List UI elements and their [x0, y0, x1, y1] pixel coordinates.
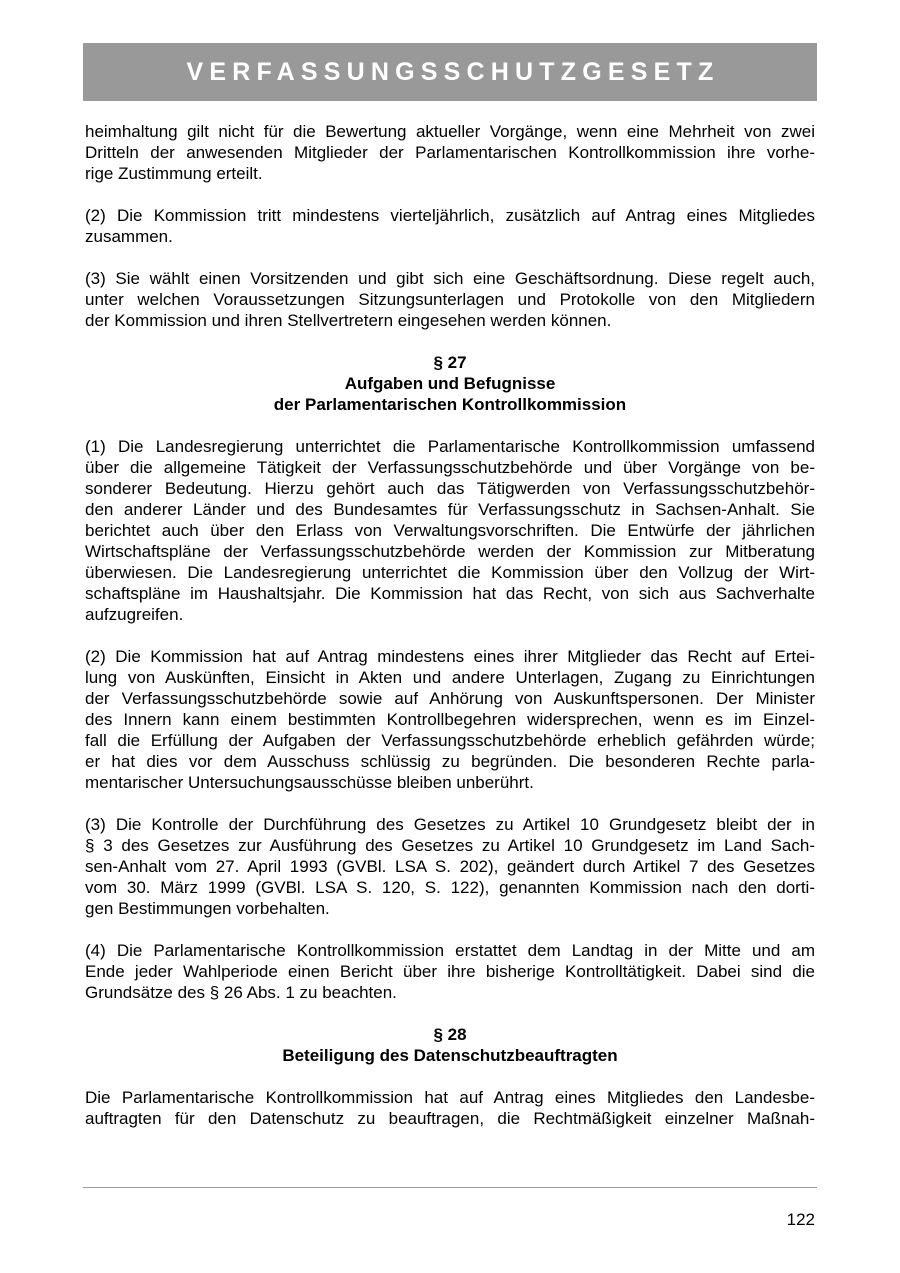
paragraph-line: den anderer Länder und des Bundesamtes für Verfassungsschutz in Sachsen-Anhalt. Sie	[85, 500, 815, 519]
footer-divider	[83, 1187, 817, 1188]
paragraph-line: Ende jeder Wahlperiode einen Bericht über ihre bisherige Kontrolltätigkeit. Dabei sind die	[85, 962, 815, 981]
paragraph-line: (3) Die Kontrolle der Durchführung des Gesetzes zu Artikel 10 Grundgesetz bleibt der in	[85, 815, 815, 834]
page-number: 122	[786, 1210, 815, 1229]
paragraph-line: heimhaltung gilt nicht für die Bewertung aktueller Vorgänge, wenn eine Mehrheit von zwei	[85, 122, 815, 141]
paragraph	[85, 121, 815, 184]
paragraph-line: unter welchen Voraussetzungen Sitzungsunterlagen und Protokolle von den Mitgliedern	[85, 290, 815, 309]
paragraph-line: aufzugreifen.	[85, 605, 184, 624]
paragraph	[85, 1087, 815, 1129]
paragraph-line: berichtet auch über den Erlass von Verwaltungsvorschriften. Die Entwürfe der jährlichen	[85, 521, 815, 540]
paragraph-line: der Kommission und ihren Stellvertretern eingesehen werden können.	[85, 311, 612, 330]
paragraph-line: (1) Die Landesregierung unterrichtet die Parlamentarische Kontrollkommission umfassend	[85, 437, 815, 456]
section-title-line: der Parlamentarischen Kontrollkommission	[273, 395, 627, 414]
document-body	[85, 121, 815, 1150]
section-title-line: Beteiligung des Datenschutzbeauftragten	[282, 1046, 618, 1065]
paragraph-line: (4) Die Parlamentarische Kontrollkommission erstattet dem Landtag in der Mitte und am	[85, 941, 815, 960]
header-bar	[83, 43, 817, 101]
paragraph	[85, 205, 815, 247]
paragraph	[85, 436, 815, 625]
paragraph-line: schaftspläne im Haushaltsjahr. Die Kommission hat das Recht, von sich aus Sachverhalte	[85, 584, 815, 603]
paragraph-line: rige Zustimmung erteilt.	[85, 164, 263, 183]
paragraph	[85, 646, 815, 793]
document-title: VERFASSUNGSSCHUTZGESETZ	[186, 57, 720, 86]
section-number: § 28	[433, 1025, 467, 1044]
paragraph-line: auftragten für den Datenschutz zu beauftragen, die Rechtmäßigkeit einzelner Maßnah-	[85, 1109, 815, 1128]
section-number: § 27	[433, 353, 467, 372]
paragraph-line: (2) Die Kommission tritt mindestens vierteljährlich, zusätzlich auf Antrag eines Mitgliedes	[85, 206, 815, 225]
paragraph-line: lung von Auskünften, Einsicht in Akten und andere Unterlagen, Zugang zu Einrichtungen	[85, 668, 815, 687]
paragraph-line: des Innern kann einem bestimmten Kontrollbegehren widersprechen, wenn es im Einzel-	[85, 710, 815, 729]
paragraph-line: § 3 des Gesetzes zur Ausführung des Gesetzes zu Artikel 10 Grundgesetz im Land Sach-	[85, 836, 815, 855]
section-title-line: Aufgaben und Befugnisse	[344, 374, 556, 393]
paragraph-line: vom 30. März 1999 (GVBl. LSA S. 120, S. 122), genannten Kommission nach den dorti-	[85, 878, 815, 897]
paragraph	[85, 814, 815, 919]
paragraph-line: über die allgemeine Tätigkeit der Verfassungsschutzbehörde und über Vorgänge von be-	[85, 458, 815, 477]
section-heading	[85, 352, 815, 415]
paragraph-line: überwiesen. Die Landesregierung unterrichtet die Kommission über den Vollzug der Wirt-	[85, 563, 815, 582]
paragraph-line: (2) Die Kommission hat auf Antrag mindestens eines ihrer Mitglieder das Recht auf Ertei-	[85, 647, 815, 666]
paragraph-line: er hat dies vor dem Ausschuss schlüssig zu begründen. Die besonderen Rechte parla-	[85, 752, 815, 771]
paragraph	[85, 940, 815, 1003]
paragraph-line: sen-Anhalt vom 27. April 1993 (GVBl. LSA S. 202), geändert durch Artikel 7 des Gesetzes	[85, 857, 815, 876]
paragraph-line: der Verfassungsschutzbehörde sowie auf Anhörung von Auskunftspersonen. Der Minister	[85, 689, 815, 708]
paragraph-line: Dritteln der anwesenden Mitglieder der Parlamentarischen Kontrollkommission ihre vorhe-	[85, 143, 815, 162]
section-heading	[85, 1024, 815, 1066]
paragraph-line: (3) Sie wählt einen Vorsitzenden und gibt sich eine Geschäftsordnung. Diese regelt auch,	[85, 269, 815, 288]
paragraph	[85, 268, 815, 331]
paragraph-line: Grundsätze des § 26 Abs. 1 zu beachten.	[85, 983, 397, 1002]
paragraph-line: gen Bestimmungen vorbehalten.	[85, 899, 330, 918]
paragraph-line: Die Parlamentarische Kontrollkommission hat auf Antrag eines Mitgliedes den Landesbe-	[85, 1088, 815, 1107]
paragraph-line: fall die Erfüllung der Aufgaben der Verfassungsschutzbehörde erheblich gefährden würde;	[85, 731, 815, 750]
paragraph-line: sonderer Bedeutung. Hierzu gehört auch das Tätigwerden von Verfassungsschutzbehör-	[85, 479, 815, 498]
paragraph-line: mentarischer Untersuchungsausschüsse bleiben unberührt.	[85, 773, 534, 792]
paragraph-line: Wirtschaftspläne der Verfassungsschutzbehörde werden der Kommission zur Mitberatung	[85, 542, 815, 561]
paragraph-line: zusammen.	[85, 227, 173, 246]
